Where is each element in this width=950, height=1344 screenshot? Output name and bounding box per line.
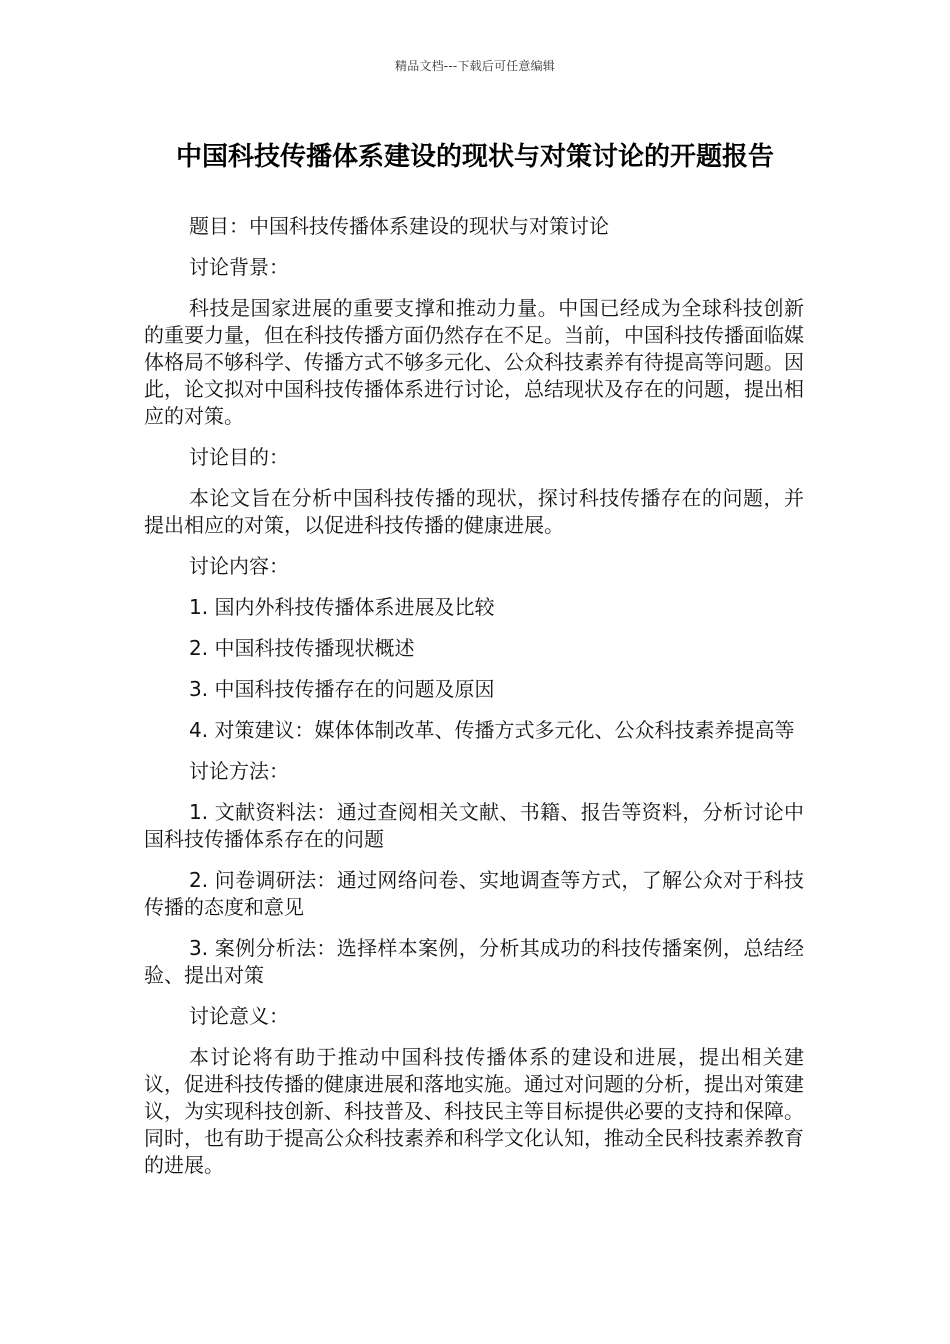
topic-line: 题目：中国科技传播体系建设的现状与对策讨论 <box>189 214 609 238</box>
section-heading-purpose: 讨论目的： <box>189 445 289 469</box>
method-item: 3. 案例分析法：选择样本案例，分析其成功的科技传播案例，总结经验、提出对策 <box>144 936 804 987</box>
document-title: 中国科技传播体系建设的现状与对策讨论的开题报告 <box>175 142 774 172</box>
method-item: 2. 问卷调研法：通过网络问卷、实地调查等方式，了解公众对于科技传播的态度和意见 <box>144 868 804 919</box>
content-item: 2. 中国科技传播现状概述 <box>189 636 415 660</box>
section-heading-content: 讨论内容： <box>189 554 289 578</box>
section-heading-background: 讨论背景： <box>189 255 289 279</box>
content-item: 3. 中国科技传播存在的问题及原因 <box>189 677 495 701</box>
document-body <box>144 213 804 1193</box>
header-note: 精品文档---下载后可任意编辑 <box>395 59 555 73</box>
section-heading-significance: 讨论意义： <box>189 1004 289 1028</box>
background-paragraph: 科技是国家进展的重要支撑和推动力量。中国已经成为全球科技创新的重要力量，但在科技传播方面仍然存在不足。当前，中国科技传播面临媒体格局不够科学、传播方式不够多元化、公众科技素养有待提高等问题。因此，论文拟对中国科技传播体系进行讨论，总结现状及存在的问题，提出相应的对策。 <box>144 296 804 428</box>
significance-paragraph: 本讨论将有助于推动中国科技传播体系的建设和进展，提出相关建议，促进科技传播的健康进展和落地实施。通过对问题的分析，提出对策建议，为实现科技创新、科技普及、科技民主等目标提供必要的支持和保障。同时，也有助于提高公众科技素养和科学文化认知，推动全民科技素养教育的进展。 <box>144 1045 804 1177</box>
section-heading-methods: 讨论方法： <box>189 759 289 783</box>
content-item: 4. 对策建议：媒体体制改革、传播方式多元化、公众科技素养提高等 <box>189 718 795 742</box>
content-item: 1. 国内外科技传播体系进展及比较 <box>189 595 495 619</box>
purpose-paragraph: 本论文旨在分析中国科技传播的现状，探讨科技传播存在的问题，并提出相应的对策，以促进科技传播的健康进展。 <box>144 486 804 537</box>
method-item: 1. 文献资料法：通过查阅相关文献、书籍、报告等资料，分析讨论中国科技传播体系存在的问题 <box>144 800 804 851</box>
